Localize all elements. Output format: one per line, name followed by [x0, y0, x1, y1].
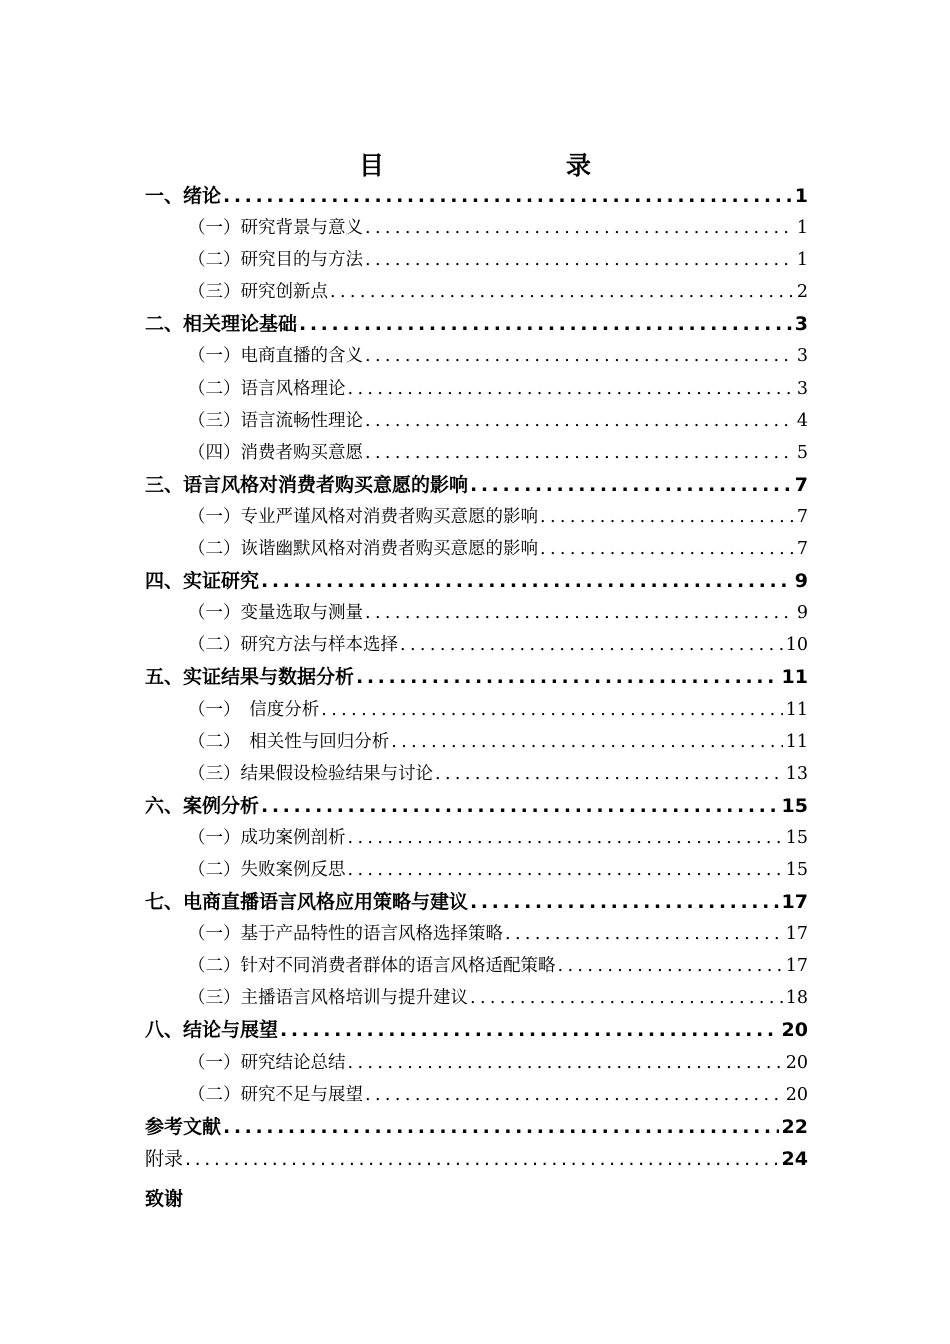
toc-dot-leader: [346, 373, 794, 405]
toc-subsection-entry[interactable]: [145, 276, 808, 308]
toc-page-number: 18: [785, 988, 808, 1009]
toc-page-number: 5: [796, 442, 808, 463]
toc-entry-title: 附录: [145, 1147, 184, 1170]
toc-subsection-entry[interactable]: [145, 950, 808, 982]
toc-dot-leader: [346, 1047, 783, 1079]
toc-acknowledgements-entry[interactable]: 致谢: [145, 1187, 184, 1210]
toc-dot-leader: [389, 726, 782, 758]
toc-dot-leader: [346, 822, 783, 854]
toc-subsection-entry[interactable]: [145, 726, 808, 758]
toc-dot-leader: [363, 405, 794, 437]
toc-page-number: 11: [785, 731, 808, 752]
toc-dot-leader: [363, 340, 794, 372]
toc-subsection-entry[interactable]: [145, 373, 808, 405]
toc-dot-leader: [346, 854, 783, 886]
toc-subsection-entry[interactable]: [145, 918, 808, 950]
toc-entry-title: 三、语言风格对消费者购买意愿的影响: [145, 473, 469, 496]
toc-entry-title: （一）变量选取与测量: [188, 603, 363, 624]
toc-chapter-entry[interactable]: [145, 469, 808, 501]
toc-chapter-entry[interactable]: [145, 886, 808, 918]
toc-page-number: 11: [785, 699, 808, 720]
toc-page-number: 9: [796, 603, 808, 624]
toc-page-number: 1: [796, 218, 808, 239]
toc-subsection-entry[interactable]: [145, 501, 808, 533]
toc-dot-leader: [398, 629, 783, 661]
toc-entry-title: （二）研究方法与样本选择: [188, 635, 398, 656]
toc-page-number: 22: [781, 1115, 808, 1138]
toc-entry-title: （三）主播语言风格培训与提升建议: [188, 988, 468, 1009]
toc-page-number: 15: [781, 794, 808, 817]
toc-entry-title: 一、绪论: [145, 185, 222, 207]
toc-chapter-entry[interactable]: [145, 661, 808, 693]
toc-chapter-entry[interactable]: [145, 180, 808, 212]
toc-subsection-entry[interactable]: [145, 982, 808, 1014]
toc-entry-title: （二）研究目的与方法: [188, 250, 363, 271]
toc-dot-leader: [468, 982, 783, 1014]
toc-subsection-entry[interactable]: [145, 758, 808, 790]
table-of-contents: [145, 180, 808, 1215]
toc-dot-leader: [297, 308, 792, 340]
toc-subsection-entry[interactable]: [145, 533, 808, 565]
toc-entry-title: （二）研究不足与展望: [188, 1084, 363, 1105]
toc-subsection-entry[interactable]: [145, 244, 808, 276]
toc-entry-title: 七、电商直播语言风格应用策略与建议: [145, 891, 469, 914]
toc-entry-title: 八、结论与展望: [145, 1019, 279, 1042]
toc-dot-leader: [363, 1079, 783, 1111]
toc-page-number: 4: [796, 410, 808, 431]
toc-dot-leader: [363, 212, 794, 244]
toc-entry-title: （三）研究创新点: [188, 282, 328, 303]
toc-subsection-entry[interactable]: [145, 1047, 808, 1079]
toc-page-number: 9: [794, 570, 808, 593]
toc-entry-title: 二、相关理论基础: [145, 313, 298, 336]
toc-entry-title: （一）专业严谨风格对消费者购买意愿的影响: [188, 506, 538, 527]
toc-dot-leader: [354, 661, 779, 693]
toc-page-number: 15: [785, 827, 808, 848]
toc-entry-title: （一）成功案例剖析: [188, 827, 346, 848]
toc-page-number: 20: [785, 1084, 808, 1105]
toc-chapter-entry[interactable]: [145, 1143, 808, 1175]
toc-dot-leader: [363, 437, 794, 469]
toc-page-number: 24: [781, 1147, 808, 1170]
toc-dot-leader: [259, 790, 779, 822]
toc-dot-leader: [363, 244, 794, 276]
toc-dot-leader: [556, 950, 783, 982]
toc-dot-leader: [468, 886, 779, 918]
toc-page-number: 13: [785, 763, 808, 784]
toc-page-number: 3: [796, 346, 808, 367]
toc-page-number: 17: [781, 891, 808, 914]
toc-page-number: 1: [794, 185, 808, 207]
toc-dot-leader: [328, 276, 794, 308]
toc-chapter-entry[interactable]: [145, 1111, 808, 1143]
toc-chapter-entry[interactable]: [145, 308, 808, 340]
toc-subsection-entry[interactable]: [145, 437, 808, 469]
toc-entry-title: （二）语言风格理论: [188, 378, 346, 399]
toc-entry-title: （一） 信度分析: [188, 699, 320, 720]
toc-subsection-entry[interactable]: [145, 1079, 808, 1111]
toc-entry-title: 参考文献: [145, 1115, 222, 1138]
toc-entry-title: （一）研究背景与意义: [188, 218, 363, 239]
toc-chapter-entry[interactable]: [145, 790, 808, 822]
toc-dot-leader: [363, 597, 794, 629]
toc-entry-title: （一）基于产品特性的语言风格选择策略: [188, 924, 503, 945]
toc-subsection-entry[interactable]: [145, 629, 808, 661]
toc-dot-leader: [538, 533, 794, 565]
toc-subsection-entry[interactable]: [145, 405, 808, 437]
toc-chapter-entry[interactable]: [145, 565, 808, 597]
toc-page-number: 3: [794, 313, 808, 336]
toc-entry-title: （一）电商直播的含义: [188, 346, 363, 367]
toc-page-number: 17: [785, 956, 808, 977]
toc-subsection-entry[interactable]: [145, 340, 808, 372]
toc-dot-leader: [221, 180, 792, 212]
toc-dot-leader: [468, 469, 792, 501]
toc-page-number: 10: [785, 635, 808, 656]
toc-subsection-entry[interactable]: [145, 822, 808, 854]
toc-subsection-entry[interactable]: [145, 854, 808, 886]
toc-entry-title: （三）结果假设检验结果与讨论: [188, 763, 433, 784]
toc-page-number: 1: [796, 250, 808, 271]
toc-dot-leader: [221, 1111, 779, 1143]
toc-page-number: 7: [796, 506, 808, 527]
toc-dot-leader: [538, 501, 794, 533]
toc-entry-title: 四、实证研究: [145, 570, 260, 593]
toc-dot-leader: [319, 694, 782, 726]
toc-entry-title: （二）失败案例反思: [188, 859, 346, 880]
toc-entry-title: （二） 相关性与回归分析: [188, 731, 390, 752]
toc-page-number: 17: [785, 924, 808, 945]
toc-entry-title: （二）针对不同消费者群体的语言风格适配策略: [188, 956, 556, 977]
toc-entry-title: 六、案例分析: [145, 794, 260, 817]
toc-entry-title: （三）语言流畅性理论: [188, 410, 363, 431]
toc-entry-title: （二）诙谐幽默风格对消费者购买意愿的影响: [188, 539, 538, 560]
toc-page-number: 15: [785, 859, 808, 880]
page-title: 目 录: [358, 151, 635, 180]
toc-page-number: 2: [796, 282, 808, 303]
toc-subsection-entry[interactable]: [145, 597, 808, 629]
toc-chapter-entry[interactable]: [145, 1014, 808, 1046]
toc-entry-title: （一）研究结论总结: [188, 1052, 346, 1073]
toc-page-number: 3: [796, 378, 808, 399]
toc-entry-title: 五、实证结果与数据分析: [145, 666, 355, 689]
toc-dot-leader: [433, 758, 783, 790]
toc-page-number: 20: [781, 1019, 808, 1042]
toc-subsection-entry[interactable]: [145, 694, 808, 726]
toc-page-number: 7: [796, 539, 808, 560]
toc-dot-leader: [278, 1014, 779, 1046]
toc-page-number: 20: [785, 1052, 808, 1073]
toc-dot-leader: [503, 918, 783, 950]
toc-subsection-entry[interactable]: [145, 212, 808, 244]
toc-dot-leader: [259, 565, 792, 597]
toc-page-number: 11: [781, 666, 808, 689]
toc-entry-title: （四）消费者购买意愿: [188, 442, 363, 463]
toc-page-number: 7: [794, 473, 808, 496]
toc-dot-leader: [183, 1143, 779, 1175]
